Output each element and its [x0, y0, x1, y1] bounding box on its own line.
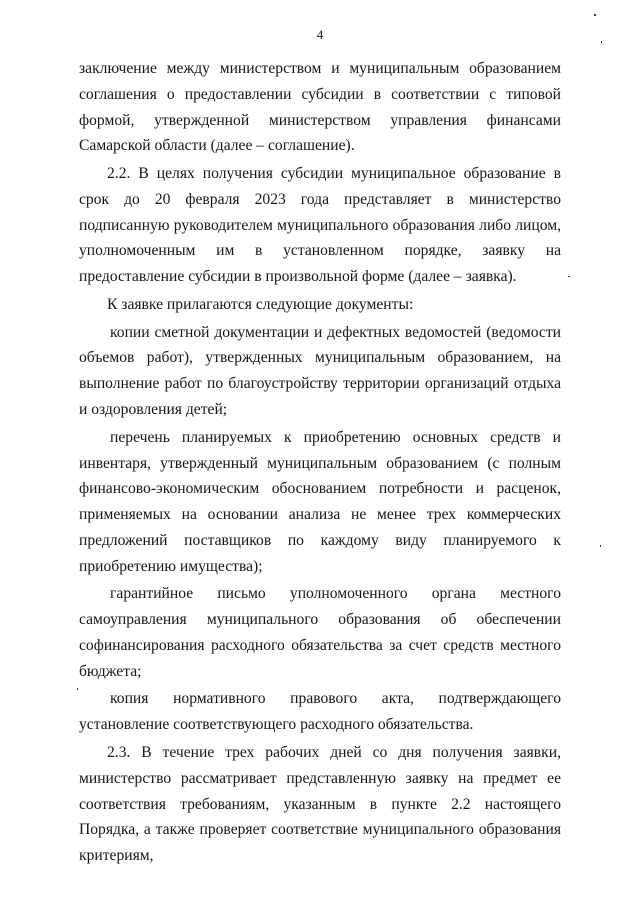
list-item-estimate-documentation: копии сметной документации и дефектных ведомостей (ведомости объемов работ), утвержденных муниципальным образованием, на выполнение работ по благоустройству территории организаций отдыха и оздоровления детей;: [79, 323, 561, 419]
paragraph-attached-documents: К заявке прилагаются следующие документы:: [107, 295, 414, 313]
paragraph-2-3: 2.3. В течение трех рабочих дней со дня получения заявки, министерство рассматривает представленную заявку на предмет ее соответствия требованиям, указанным в пункте 2.2 настоящего Порядка, а также проверяет соответствие муниципального образования критериям,: [79, 743, 561, 865]
scan-speck: [601, 41, 602, 43]
scan-speck: [594, 14, 596, 16]
list-item-fixed-assets-list: перечень планируемых к приобретению основных средств и инвентаря, утвержденный муниципальным образованием (с полным финансово-экономическим обоснованием потребности и расценок, применяемых на основании анализа не менее трех коммерческих предложений поставщиков по каждому виду планируемого к приобретению имущества);: [79, 428, 561, 575]
scan-speck: [568, 276, 570, 277]
scan-speck: [600, 545, 601, 547]
list-item-guarantee-letter: гарантийное письмо уполномоченного органа местного самоуправления муниципального образования об обеспечении софинансирования расходного обязательства за счет средств местного бюджета;: [79, 585, 561, 680]
document-body: [79, 56, 561, 871]
page-number: 4: [316, 27, 324, 42]
scan-speck: [77, 688, 78, 690]
paragraph-agreement-continuation: заключение между министерством и муниципальным образованием соглашения о предоставлении субсидии в соответствии с типовой формой, утвержденной министерством управления финансами Самарской области (далее – соглашение).: [79, 60, 561, 155]
paragraph-2-2: 2.2. В целях получения субсидии муниципальное образование в срок до 20 февраля 2023 года представляет в министерство подписанную руководителем муниципального образования либо лицом, уполномоченным им в установленном порядке, заявку на предоставление субсидии в произвольной форме (далее – заявка).: [79, 165, 561, 286]
list-item-legal-act-copy: копия нормативного правового акта, подтверждающего установление соответствующего расходного обязательства.: [79, 690, 561, 734]
